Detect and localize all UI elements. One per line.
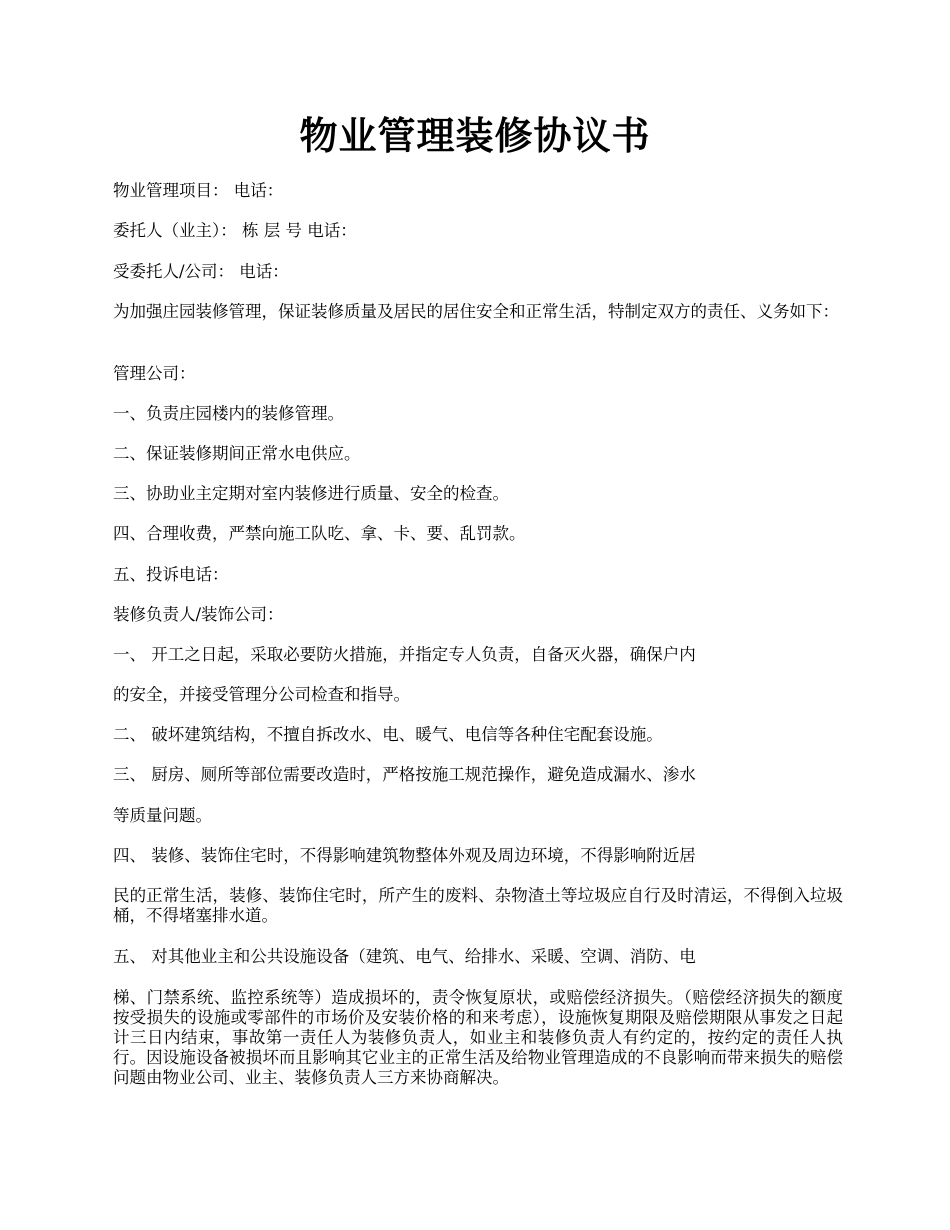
renovation-item-1-line-2: 的安全，并接受管理分公司检查和指导。: [113, 685, 410, 704]
renovation-item-3-line-2: 等质量问题。: [113, 806, 212, 825]
renovation-item-4-line-1: 四、 装修、装饰住宅时，不得影响建筑物整体外观及周边环境，不得影响附近居: [113, 846, 696, 865]
section-heading-renovation: 装修负责人/装饰公司：: [113, 605, 284, 624]
management-item-4: 四、合理收费，严禁向施工队吃、拿、卡、要、乱罚款。: [113, 524, 526, 543]
renovation-item-2: 二、 破坏建筑结构，不擅自拆改水、电、暖气、电信等各种住宅配套设施。: [113, 725, 663, 744]
management-item-3: 三、协助业主定期对室内装修进行质量、安全的检查。: [113, 484, 509, 503]
paragraph-contractor: 受委托人/公司： 电话：: [113, 262, 289, 281]
paragraph-client: 委托人（业主）： 栋 层 号 电话：: [113, 221, 357, 240]
paragraph-project-phone: 物业管理项目： 电话：: [113, 181, 284, 200]
management-item-5: 五、投诉电话：: [113, 565, 229, 584]
paragraph-intro: 为加强庄园装修管理，保证装修质量及居民的居住安全和正常生活，特制定双方的责任、义务如下：: [113, 302, 839, 321]
management-item-1: 一、负责庄园楼内的装修管理。: [113, 404, 344, 423]
section-heading-management: 管理公司：: [113, 364, 196, 383]
renovation-item-3-line-1: 三、 厨房、厕所等部位需要改造时，严格按施工规范操作，避免造成漏水、渗水: [113, 765, 696, 784]
renovation-item-5-line-2: 梯、门禁系统、监控系统等）造成损坏的，责令恢复原状，或赔偿经济损失。（赔偿经济损失的额度按受损失的设施或零部件的市场价及安装价格的和来考虑），设施恢复期限及赔偿期限从事发之日起计三日内结束，事故第一责任人为装修负责人，如业主和装修负责人有约定的，按约定的责任人执行。因设施设备被损坏而且影响其它业主的正常生活及给物业管理造成的不良影响而带来损失的赔偿问题由物业公司、业主、装修负责人三方来协商解决。: [113, 988, 843, 1087]
renovation-item-4-line-2: 民的正常生活，装修、装饰住宅时，所产生的废料、杂物渣土等垃圾应自行及时清运，不得倒入垃圾桶，不得堵塞排水道。: [113, 886, 843, 925]
renovation-item-1-line-1: 一、 开工之日起，采取必要防火措施，并指定专人负责，自备灭火器，确保户内: [113, 645, 696, 664]
page-title: 物业管理装修协议书: [299, 114, 651, 158]
management-item-2: 二、保证装修期间正常水电供应。: [113, 444, 361, 463]
renovation-item-5-line-1: 五、 对其他业主和公共设施设备（建筑、电气、给排水、采暖、空调、消防、电: [113, 947, 696, 966]
